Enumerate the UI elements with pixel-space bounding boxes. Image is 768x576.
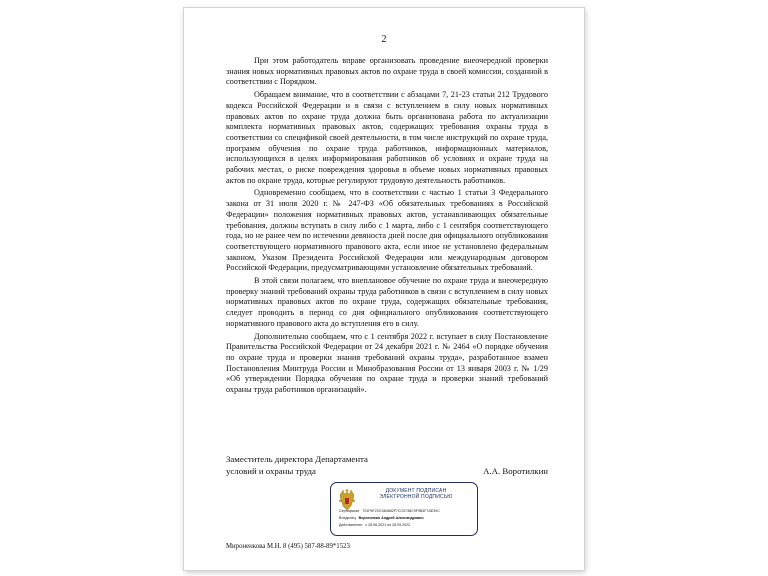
stamp-owner-label: Владелец — [339, 516, 356, 520]
letter-body — [226, 56, 548, 398]
signature-block — [226, 453, 548, 477]
signer-position-line2: условий и охраны труда — [226, 466, 316, 476]
stamp-valid-label: Действителен — [339, 523, 363, 527]
stamp-valid-value: с 28.06.2021 по 28.09.2022 — [365, 523, 411, 527]
paragraph-3: Одновременно сообщаем, что в соответствии с частью 1 статьи 3 Федерального закона от 31 июля 2020 г. № 247-ФЗ «Об обязательных требованиях в Российской Федерации» положения нормативных правовых актов, устанавливающих обязательные требования, должны вступать в силу либо с 1 марта, либо с 1 сентября соответствующего года, но не ранее чем по истечении девяноста дней после дня официального опубликования соответствующего нормативного правового акта, если иное не установлено федеральным законом, Указом Президента Российской Федерации или международным договором Российской Федерации, предусматривающими установление обязательных требований. — [226, 188, 548, 273]
stamp-certificate — [339, 509, 440, 514]
signer-position-line1: Заместитель директора Департамента — [226, 454, 368, 464]
paragraph-1: При этом работодатель вправе организовать проведение внеочередной проверки знания новых нормативных правовых актов по охране труда в своей комиссии, созданной в соответствии с Порядком. — [226, 56, 548, 87]
electronic-signature-stamp — [330, 482, 478, 536]
stamp-validity — [339, 523, 410, 528]
paragraph-2: Обращаем внимание, что в соответствии с абзацами 7, 21-23 статьи 212 Трудового кодекса Российской Федерации и в связи с вступлением в силу новых нормативных правовых актов по охране труда должна быть организована работа по актуализации комплекта нормативных правовых актов, содержащих требования охраны труда в соответствии со спецификой своей деятельности, в том числе инструкций по охране труда, программ обучения по охране труда работников, информационных материалов, использующихся в целях информирования работников об условиях и охране труда на рабочих местах, о риске повреждения здоровья в объеме новых нормативных правовых актов по охране труда, которые регулируют трудовую деятельность работников. — [226, 90, 548, 185]
stamp-title-line1: ДОКУМЕНТ ПОДПИСАН — [385, 488, 447, 494]
paragraph-4: В этой связи полагаем, что внеплановое обучение по охране труда и внеочередную проверку знаний требований охраны труда работников в связи с вступлением в силу новых нормативных правовых актов по охране труда, содержащих обязательные требования, следует проводить в период со дня официального опубликования соответствующего нормативного правового акта до вступления его в силу. — [226, 276, 548, 328]
stamp-certificate-label: Сертификат — [339, 509, 360, 513]
document-page — [184, 8, 584, 570]
page-number: 2 — [381, 34, 387, 45]
signer-name: А.А. Воротилкин — [483, 466, 548, 476]
paragraph-5: Дополнительно сообщаем, что с 1 сентября 2022 г. вступает в силу Постановление Правительства Российской Федерации от 24 декабря 2021 г. № 2464 «О порядке обучения по охране труда и проверки знания требований охраны труда», разработанное взамен Постановления Минтруда России и Минобразования России от 13 января 2003 г. № 1/29 «Об утверждении Порядка обучения по охране труда и проверки знаний требований охраны труда работников организаций». — [226, 331, 548, 395]
stamp-certificate-value: 701F5F2CE384682F7CC5738C9F9B3F7AE39C — [362, 509, 440, 513]
stamp-owner-value: Воротилкин Андрей Александрович — [358, 516, 424, 520]
stamp-title-line2: ЭЛЕКТРОННОЙ ПОДПИСЬЮ — [379, 494, 453, 500]
stamp-owner — [339, 516, 424, 521]
executor-contact: Мироненкова М.Н. 8 (495) 587-88-89*1523 — [226, 543, 350, 550]
